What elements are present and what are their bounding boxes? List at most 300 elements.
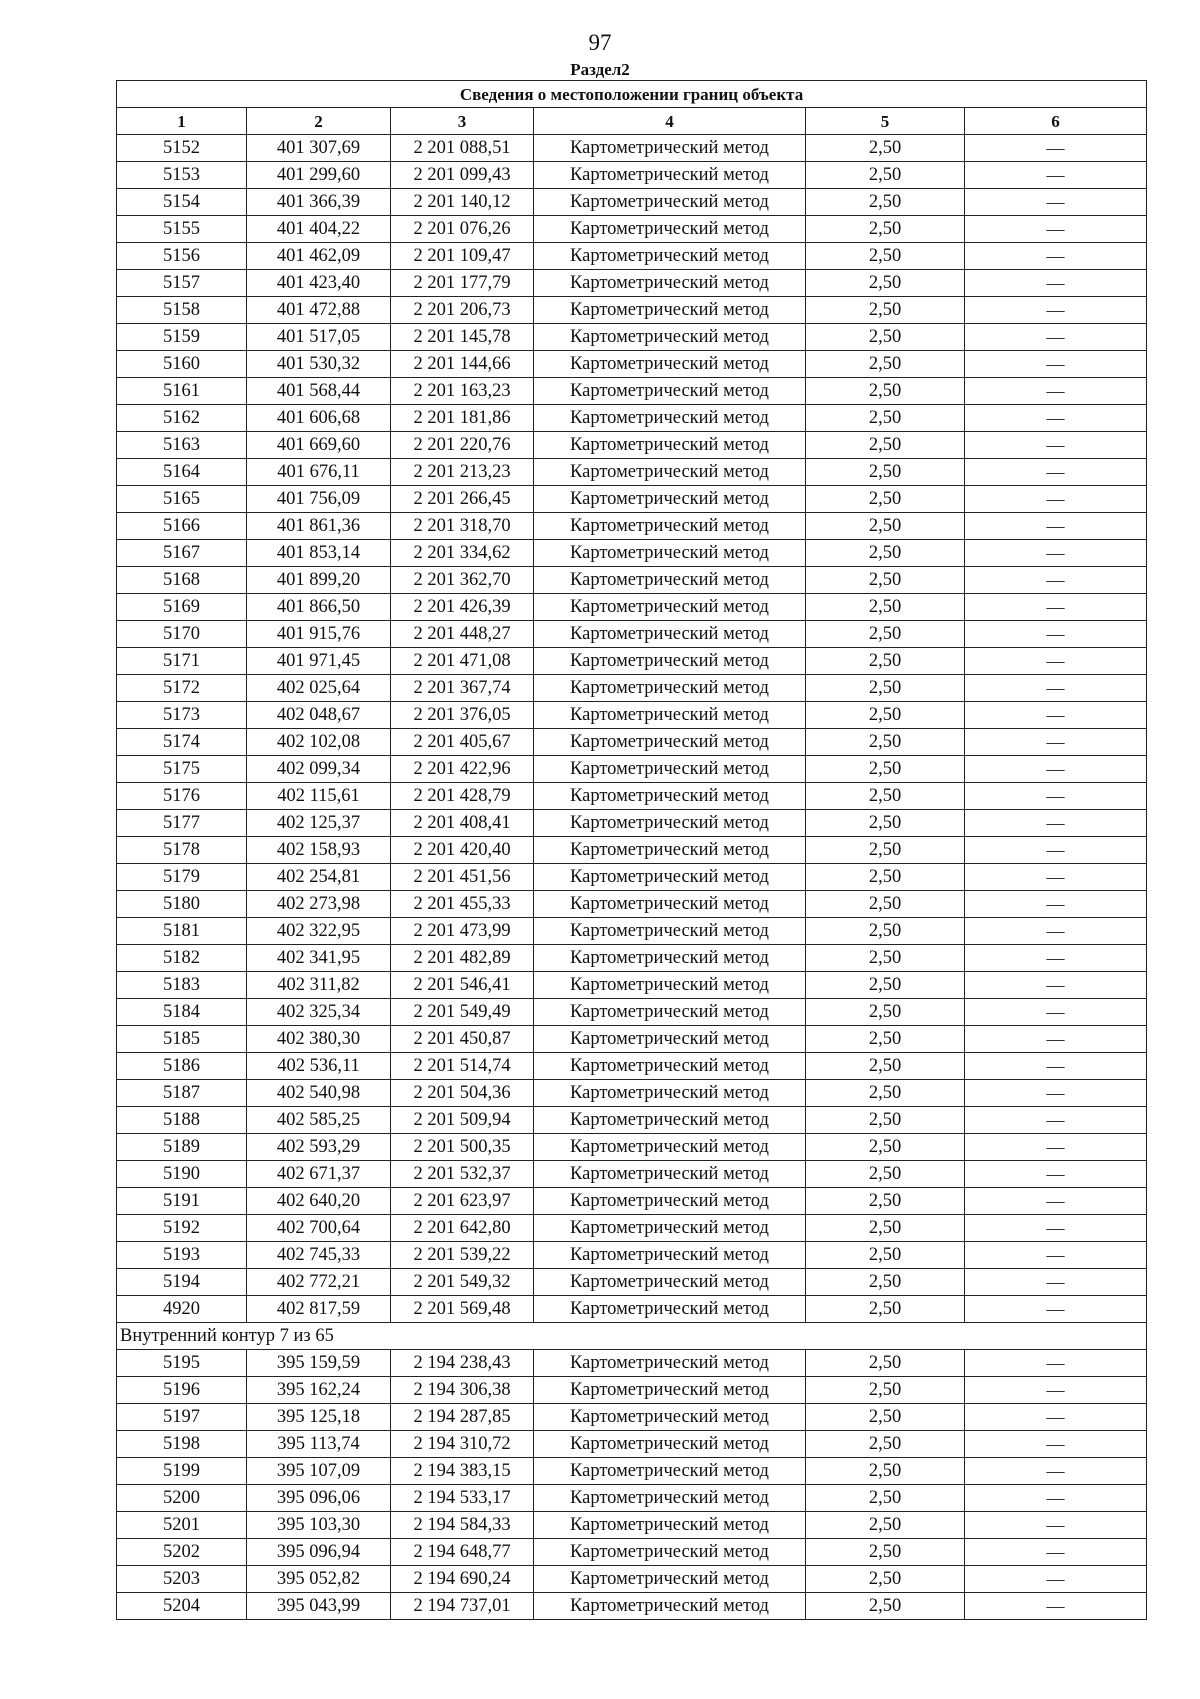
table-cell: 2 201 422,96: [391, 756, 534, 783]
table-row: [117, 945, 1147, 972]
table-cell: 5180: [117, 891, 247, 918]
table-row: [117, 1593, 1147, 1620]
table-cell: 5196: [117, 1377, 247, 1404]
table-cell: 402 158,93: [247, 837, 391, 864]
table-cell: 2 201 140,12: [391, 189, 534, 216]
table-cell: 5167: [117, 540, 247, 567]
table-cell: 5173: [117, 702, 247, 729]
table-cell: 5181: [117, 918, 247, 945]
table-row: [117, 1296, 1147, 1323]
table-row: [117, 1161, 1147, 1188]
table-cell: 401 899,20: [247, 567, 391, 594]
table-cell: —: [965, 1134, 1147, 1161]
table-cell: 402 817,59: [247, 1296, 391, 1323]
table-cell: —: [965, 1188, 1147, 1215]
table-row: [117, 1539, 1147, 1566]
table-cell: 2,50: [806, 1458, 965, 1485]
table-cell: —: [965, 864, 1147, 891]
table-row: [117, 1566, 1147, 1593]
table-cell: 5178: [117, 837, 247, 864]
table-cell: 5193: [117, 1242, 247, 1269]
table-cell: 2,50: [806, 216, 965, 243]
table-row: [117, 621, 1147, 648]
table-cell: 2,50: [806, 837, 965, 864]
table-cell: 5158: [117, 297, 247, 324]
table-cell: —: [965, 513, 1147, 540]
table-cell: 2 201 471,08: [391, 648, 534, 675]
table-cell: 2,50: [806, 567, 965, 594]
table-cell: 2,50: [806, 405, 965, 432]
table-cell: Картометрический метод: [534, 297, 806, 324]
table-cell: Картометрический метод: [534, 1296, 806, 1323]
table-cell: 402 341,95: [247, 945, 391, 972]
table-row: [117, 1188, 1147, 1215]
table-cell: —: [965, 702, 1147, 729]
table-row: [117, 1080, 1147, 1107]
table-cell: —: [965, 432, 1147, 459]
table-cell: 2 201 642,80: [391, 1215, 534, 1242]
table-cell: Картометрический метод: [534, 972, 806, 999]
table-cell: 395 125,18: [247, 1404, 391, 1431]
table-cell: 2,50: [806, 324, 965, 351]
table-cell: 2 201 514,74: [391, 1053, 534, 1080]
table-cell: 5192: [117, 1215, 247, 1242]
table-cell: 401 530,32: [247, 351, 391, 378]
table-row: [117, 378, 1147, 405]
table-cell: 2,50: [806, 891, 965, 918]
table-cell: 2,50: [806, 729, 965, 756]
table-cell: 5183: [117, 972, 247, 999]
table-cell: 2,50: [806, 378, 965, 405]
table-cell: 2 194 584,33: [391, 1512, 534, 1539]
table-cell: 2 201 376,05: [391, 702, 534, 729]
table-cell: 2,50: [806, 1134, 965, 1161]
table-cell: 2,50: [806, 810, 965, 837]
table-cell: —: [965, 135, 1147, 162]
table-cell: 2,50: [806, 945, 965, 972]
table-row: [117, 189, 1147, 216]
table-cell: —: [965, 1431, 1147, 1458]
table-cell: 401 517,05: [247, 324, 391, 351]
table-cell: Картометрический метод: [534, 810, 806, 837]
table-cell: 2 194 533,17: [391, 1485, 534, 1512]
table-cell: —: [965, 1512, 1147, 1539]
table-cell: 2,50: [806, 1242, 965, 1269]
table-cell: 2,50: [806, 540, 965, 567]
table-cell: —: [965, 783, 1147, 810]
table-cell: —: [965, 1053, 1147, 1080]
table-cell: 2,50: [806, 486, 965, 513]
table-row: [117, 1269, 1147, 1296]
table-cell: 402 115,61: [247, 783, 391, 810]
table-cell: 2 201 532,37: [391, 1161, 534, 1188]
table-cell: 2 201 546,41: [391, 972, 534, 999]
table-cell: 2 201 177,79: [391, 270, 534, 297]
table-cell: 2,50: [806, 1539, 965, 1566]
table-cell: Картометрический метод: [534, 1080, 806, 1107]
table-cell: 401 404,22: [247, 216, 391, 243]
table-cell: 402 772,21: [247, 1269, 391, 1296]
table-cell: 2,50: [806, 621, 965, 648]
column-header: 6: [965, 108, 1147, 135]
table-row: [117, 297, 1147, 324]
column-header: 5: [806, 108, 965, 135]
contour-heading: Внутренний контур 7 из 65: [117, 1323, 1147, 1350]
table-cell: 402 099,34: [247, 756, 391, 783]
table-cell: 2 201 145,78: [391, 324, 534, 351]
table-cell: 5168: [117, 567, 247, 594]
table-cell: 5175: [117, 756, 247, 783]
table-cell: 2,50: [806, 513, 965, 540]
table-cell: —: [965, 1161, 1147, 1188]
table-row: [117, 675, 1147, 702]
table-cell: Картометрический метод: [534, 1242, 806, 1269]
table-cell: 5165: [117, 486, 247, 513]
table-cell: 5191: [117, 1188, 247, 1215]
table-cell: —: [965, 351, 1147, 378]
table-row: [117, 405, 1147, 432]
table-cell: 2 194 737,01: [391, 1593, 534, 1620]
table-cell: —: [965, 621, 1147, 648]
table-cell: Картометрический метод: [534, 945, 806, 972]
table-cell: —: [965, 1485, 1147, 1512]
table-cell: 402 700,64: [247, 1215, 391, 1242]
table-cell: —: [965, 297, 1147, 324]
table-cell: 2 201 500,35: [391, 1134, 534, 1161]
table-cell: 401 669,60: [247, 432, 391, 459]
table-cell: 5162: [117, 405, 247, 432]
table-row: [117, 513, 1147, 540]
table-caption: Сведения о местоположении границ объекта: [117, 81, 1147, 108]
table-cell: 402 745,33: [247, 1242, 391, 1269]
table-cell: 2 201 428,79: [391, 783, 534, 810]
table-cell: 2 201 504,36: [391, 1080, 534, 1107]
table-cell: 401 423,40: [247, 270, 391, 297]
table-cell: Картометрический метод: [534, 270, 806, 297]
table-cell: 2,50: [806, 1215, 965, 1242]
table-cell: Картометрический метод: [534, 1350, 806, 1377]
table-cell: Картометрический метод: [534, 1539, 806, 1566]
table-cell: 2 201 448,27: [391, 621, 534, 648]
column-header-row: [117, 108, 1147, 135]
table-cell: 2 194 310,72: [391, 1431, 534, 1458]
table-cell: —: [965, 1404, 1147, 1431]
table-cell: 2,50: [806, 1107, 965, 1134]
table-cell: 402 540,98: [247, 1080, 391, 1107]
table-row: [117, 756, 1147, 783]
table-cell: Картометрический метод: [534, 216, 806, 243]
table-cell: 2,50: [806, 459, 965, 486]
table-cell: 2 201 450,87: [391, 1026, 534, 1053]
table-cell: 2,50: [806, 297, 965, 324]
table-cell: 395 162,24: [247, 1377, 391, 1404]
table-cell: 402 640,20: [247, 1188, 391, 1215]
table-cell: Картометрический метод: [534, 162, 806, 189]
table-cell: Картометрический метод: [534, 459, 806, 486]
table-cell: Картометрический метод: [534, 864, 806, 891]
table-cell: 2,50: [806, 1296, 965, 1323]
table-cell: —: [965, 1377, 1147, 1404]
table-row: [117, 1404, 1147, 1431]
table-cell: 2,50: [806, 675, 965, 702]
table-cell: Картометрический метод: [534, 729, 806, 756]
table-cell: 2 201 318,70: [391, 513, 534, 540]
table-row: [117, 1431, 1147, 1458]
coordinates-table: [116, 80, 1147, 1620]
table-cell: 5202: [117, 1539, 247, 1566]
table-row: [117, 432, 1147, 459]
table-row: [117, 783, 1147, 810]
table-cell: —: [965, 1107, 1147, 1134]
table-cell: 2,50: [806, 1080, 965, 1107]
table-cell: 2,50: [806, 1269, 965, 1296]
table-cell: Картометрический метод: [534, 1512, 806, 1539]
table-row: [117, 459, 1147, 486]
table-row: [117, 810, 1147, 837]
table-caption-row: [117, 81, 1147, 108]
table-row: [117, 1215, 1147, 1242]
table-cell: 402 311,82: [247, 972, 391, 999]
table-row: [117, 1512, 1147, 1539]
table-row: [117, 1458, 1147, 1485]
table-cell: —: [965, 1080, 1147, 1107]
table-row: [117, 837, 1147, 864]
table-cell: Картометрический метод: [534, 621, 806, 648]
table-cell: 2 201 623,97: [391, 1188, 534, 1215]
table-cell: Картометрический метод: [534, 918, 806, 945]
table-cell: Картометрический метод: [534, 1431, 806, 1458]
table-cell: 5163: [117, 432, 247, 459]
table-cell: 5176: [117, 783, 247, 810]
table-cell: 2,50: [806, 783, 965, 810]
table-cell: 2 201 144,66: [391, 351, 534, 378]
table-cell: Картометрический метод: [534, 513, 806, 540]
table-cell: 5172: [117, 675, 247, 702]
table-cell: 5203: [117, 1566, 247, 1593]
table-cell: —: [965, 405, 1147, 432]
table-cell: Картометрический метод: [534, 1107, 806, 1134]
table-cell: —: [965, 1593, 1147, 1620]
table-cell: —: [965, 675, 1147, 702]
table-cell: 2,50: [806, 1026, 965, 1053]
table-cell: —: [965, 1269, 1147, 1296]
section-title: Раздел2: [570, 60, 630, 79]
table-cell: Картометрический метод: [534, 567, 806, 594]
table-cell: Картометрический метод: [534, 189, 806, 216]
table-cell: Картометрический метод: [534, 837, 806, 864]
table-cell: —: [965, 918, 1147, 945]
table-cell: 2,50: [806, 864, 965, 891]
table-cell: 2,50: [806, 243, 965, 270]
table-cell: 2 201 076,26: [391, 216, 534, 243]
table-cell: 5156: [117, 243, 247, 270]
table-cell: 5190: [117, 1161, 247, 1188]
table-cell: Картометрический метод: [534, 648, 806, 675]
table-cell: Картометрический метод: [534, 324, 806, 351]
table-cell: 5157: [117, 270, 247, 297]
table-cell: 2 201 367,74: [391, 675, 534, 702]
table-cell: 2,50: [806, 351, 965, 378]
table-cell: 402 593,29: [247, 1134, 391, 1161]
table-cell: 2 201 473,99: [391, 918, 534, 945]
table-cell: Картометрический метод: [534, 1188, 806, 1215]
table-cell: 2 194 306,38: [391, 1377, 534, 1404]
table-row: [117, 999, 1147, 1026]
table-cell: —: [965, 189, 1147, 216]
table-cell: —: [965, 891, 1147, 918]
table-cell: Картометрический метод: [534, 243, 806, 270]
table-cell: 395 052,82: [247, 1566, 391, 1593]
table-cell: 2,50: [806, 1377, 965, 1404]
table-cell: 5174: [117, 729, 247, 756]
table-cell: 2 201 408,41: [391, 810, 534, 837]
table-cell: 5159: [117, 324, 247, 351]
table-cell: Картометрический метод: [534, 1458, 806, 1485]
table-cell: 401 462,09: [247, 243, 391, 270]
table-row: [117, 594, 1147, 621]
table-cell: 2 194 383,15: [391, 1458, 534, 1485]
table-cell: 5188: [117, 1107, 247, 1134]
table-cell: 402 380,30: [247, 1026, 391, 1053]
column-header: 1: [117, 108, 247, 135]
table-cell: 5182: [117, 945, 247, 972]
table-cell: Картометрический метод: [534, 378, 806, 405]
table-cell: 2,50: [806, 1053, 965, 1080]
table-cell: 401 676,11: [247, 459, 391, 486]
table-cell: Картометрический метод: [534, 1377, 806, 1404]
table-cell: 2 201 509,94: [391, 1107, 534, 1134]
table-cell: Картометрический метод: [534, 486, 806, 513]
table-cell: —: [965, 378, 1147, 405]
table-cell: 2,50: [806, 162, 965, 189]
table-cell: Картометрический метод: [534, 405, 806, 432]
table-cell: —: [965, 162, 1147, 189]
table-cell: 5179: [117, 864, 247, 891]
table-cell: 2,50: [806, 270, 965, 297]
table-cell: 2,50: [806, 918, 965, 945]
table-cell: 2 201 334,62: [391, 540, 534, 567]
table-row: [117, 972, 1147, 999]
table-row: [117, 1377, 1147, 1404]
table-cell: Картометрический метод: [534, 756, 806, 783]
table-cell: 2,50: [806, 432, 965, 459]
table-cell: 395 159,59: [247, 1350, 391, 1377]
table-cell: 2 201 266,45: [391, 486, 534, 513]
table-row: [117, 270, 1147, 297]
column-header: 4: [534, 108, 806, 135]
table-cell: 2 201 181,86: [391, 405, 534, 432]
table-cell: 401 568,44: [247, 378, 391, 405]
table-cell: Картометрический метод: [534, 351, 806, 378]
table-cell: 402 025,64: [247, 675, 391, 702]
table-cell: 401 299,60: [247, 162, 391, 189]
table-cell: 401 861,36: [247, 513, 391, 540]
table-cell: 402 254,81: [247, 864, 391, 891]
table-cell: —: [965, 1242, 1147, 1269]
table-cell: 5200: [117, 1485, 247, 1512]
table-cell: 2,50: [806, 1350, 965, 1377]
table-row: [117, 1053, 1147, 1080]
table-cell: 401 866,50: [247, 594, 391, 621]
table-cell: 5153: [117, 162, 247, 189]
table-cell: 401 606,68: [247, 405, 391, 432]
table-cell: 5186: [117, 1053, 247, 1080]
table-cell: Картометрический метод: [534, 675, 806, 702]
table-cell: 401 472,88: [247, 297, 391, 324]
table-cell: 402 322,95: [247, 918, 391, 945]
table-cell: 2 194 287,85: [391, 1404, 534, 1431]
table-cell: 5194: [117, 1269, 247, 1296]
table-cell: 2,50: [806, 189, 965, 216]
table-cell: —: [965, 243, 1147, 270]
table-cell: Картометрический метод: [534, 540, 806, 567]
table-cell: 5201: [117, 1512, 247, 1539]
table-cell: Картометрический метод: [534, 1053, 806, 1080]
table-cell: 5195: [117, 1350, 247, 1377]
table-cell: 402 102,08: [247, 729, 391, 756]
table-cell: 5152: [117, 135, 247, 162]
table-cell: 2 201 362,70: [391, 567, 534, 594]
table-cell: 5177: [117, 810, 247, 837]
table-cell: —: [965, 1296, 1147, 1323]
table-cell: —: [965, 1026, 1147, 1053]
table-cell: 401 756,09: [247, 486, 391, 513]
table-cell: Картометрический метод: [534, 1215, 806, 1242]
table-row: [117, 891, 1147, 918]
table-cell: 401 307,69: [247, 135, 391, 162]
table-cell: 5170: [117, 621, 247, 648]
table-cell: 402 585,25: [247, 1107, 391, 1134]
table-cell: 2 201 405,67: [391, 729, 534, 756]
table-cell: 2 201 420,40: [391, 837, 534, 864]
table-cell: 5198: [117, 1431, 247, 1458]
table-cell: 2 194 648,77: [391, 1539, 534, 1566]
table-cell: 402 125,37: [247, 810, 391, 837]
table-cell: 2 201 539,22: [391, 1242, 534, 1269]
table-cell: 5197: [117, 1404, 247, 1431]
table-row: [117, 918, 1147, 945]
table-cell: Картометрический метод: [534, 891, 806, 918]
table-cell: 401 971,45: [247, 648, 391, 675]
table-cell: 2,50: [806, 1188, 965, 1215]
table-row: [117, 1242, 1147, 1269]
table-cell: 2 201 426,39: [391, 594, 534, 621]
table-cell: —: [965, 1458, 1147, 1485]
table-row: [117, 1485, 1147, 1512]
table-cell: Картометрический метод: [534, 1593, 806, 1620]
table-cell: 2 201 455,33: [391, 891, 534, 918]
table-row: [117, 567, 1147, 594]
table-row: [117, 486, 1147, 513]
table-cell: 5164: [117, 459, 247, 486]
table-cell: 395 043,99: [247, 1593, 391, 1620]
table-cell: —: [965, 756, 1147, 783]
table-cell: 2,50: [806, 702, 965, 729]
table-cell: 2,50: [806, 1512, 965, 1539]
table-cell: 2,50: [806, 1566, 965, 1593]
table-cell: 5187: [117, 1080, 247, 1107]
page-number: 97: [588, 30, 612, 55]
contour-heading-row: [117, 1323, 1147, 1350]
table-row: [117, 162, 1147, 189]
table-cell: 2,50: [806, 1431, 965, 1458]
table-cell: Картометрический метод: [534, 1566, 806, 1593]
table-cell: —: [965, 810, 1147, 837]
table-cell: 5204: [117, 1593, 247, 1620]
table-cell: 395 103,30: [247, 1512, 391, 1539]
table-cell: —: [965, 594, 1147, 621]
table-cell: —: [965, 567, 1147, 594]
